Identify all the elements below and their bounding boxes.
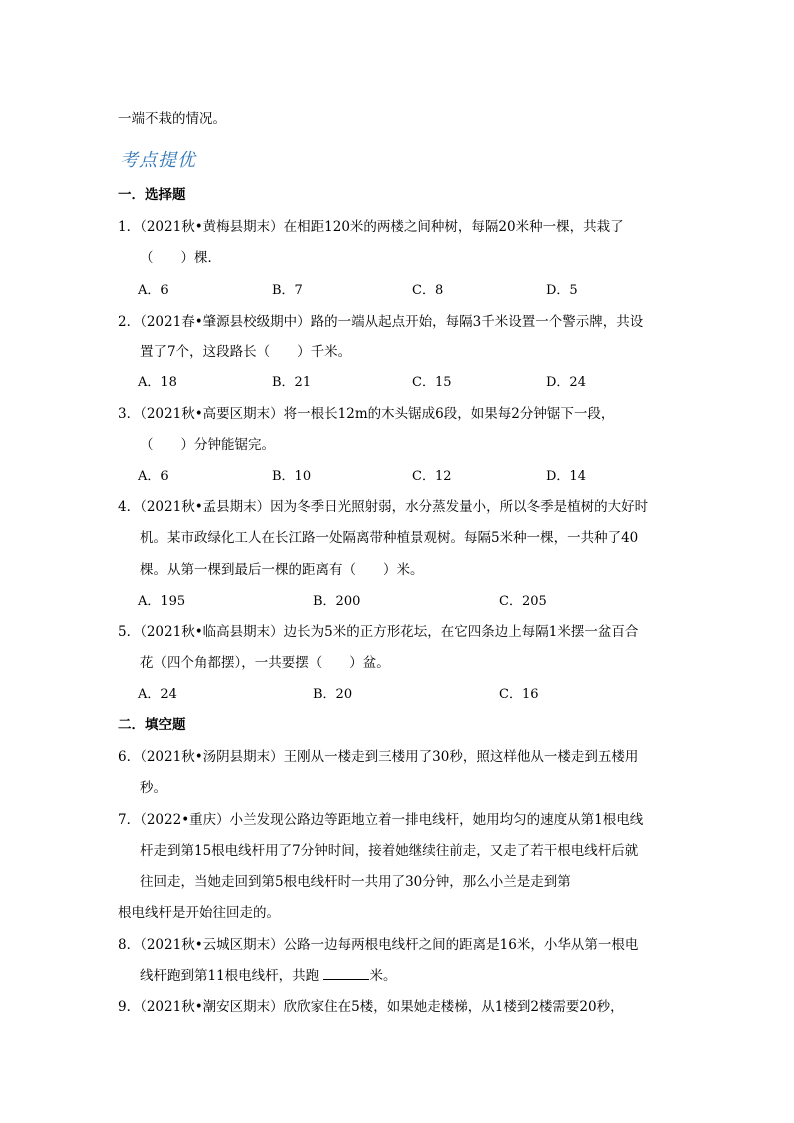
- q3-line1: 3．（2021秋•高要区期末）将一根长12m的木头锯成6段，如果每2分钟锯下一段，: [118, 406, 615, 422]
- part1-title: 一．选择题: [118, 187, 186, 203]
- q3-line2: （ ）分钟能锯完。: [140, 437, 275, 453]
- q9-line1: 9．（2021秋•潮安区期末）欣欣家住在5楼，如果她走楼梯，从1楼到2楼需要20秒，: [118, 999, 624, 1015]
- q8-line2-text: 线杆跑到第11根电线杆，共跑: [140, 968, 320, 984]
- q1-option-b[interactable]: B．7: [272, 283, 303, 298]
- q5-option-b[interactable]: B．20: [313, 687, 353, 702]
- q2-line2: 置了7个，这段路长（ ）千米。: [140, 344, 352, 360]
- part2-title: 二．填空题: [118, 717, 186, 733]
- q1-option-d[interactable]: D．5: [546, 283, 578, 298]
- q2-option-a[interactable]: A．18: [138, 375, 177, 390]
- q4-options: [138, 593, 698, 611]
- q8-unit: 米。: [369, 968, 397, 984]
- q2-option-c[interactable]: C．15: [412, 375, 452, 390]
- q4-line1: 4．（2021秋•孟县期末）因为冬季日光照射弱，水分蒸发量小，所以冬季是植树的大好时: [118, 499, 649, 515]
- intro-text: 一端不栽的情况。: [118, 111, 226, 127]
- q7-line2: 杆走到第15根电线杆用了7分钟时间，接着她继续往前走，又走了若干根电线杆后就: [140, 843, 639, 859]
- q7-line4: 根电线杆是开始往回走的。: [118, 905, 280, 921]
- q5-option-a[interactable]: A．24: [138, 687, 177, 702]
- q8-line2: [140, 967, 700, 985]
- q4-option-b[interactable]: B．200: [313, 594, 361, 609]
- q1-option-a[interactable]: A．6: [138, 283, 169, 298]
- q2-line1: 2．（2021春•肇源县校级期中）路的一端从起点开始，每隔3千米设置一个警示牌，共设: [118, 314, 644, 330]
- q3-option-c[interactable]: C．12: [412, 469, 452, 484]
- q3-option-d[interactable]: D．14: [546, 469, 586, 484]
- q1-line1: 1．（2021秋•黄梅县期末）在相距120米的两楼之间种树，每隔20米种一棵，共栽了: [118, 219, 624, 235]
- q7-line3: 往回走，当她走回到第5根电线杆时一共用了30分钟，那么小兰是走到第: [140, 874, 571, 890]
- q1-option-c[interactable]: C．8: [412, 283, 444, 298]
- answer-blank[interactable]: [323, 967, 369, 980]
- q8-line1: 8．（2021秋•云城区期末）公路一边每两根电线杆之间的距离是16米，小华从第一根电: [118, 937, 639, 953]
- q3-option-b[interactable]: B．10: [272, 469, 312, 484]
- q2-option-d[interactable]: D．24: [546, 375, 586, 390]
- q7-line1: 7．（2022•重庆）小兰发现公路边等距地立着一排电线杆，她用均匀的速度从第1根电线: [118, 812, 644, 828]
- q3-option-a[interactable]: A．6: [138, 469, 169, 484]
- q1-line2: （ ）棵．: [140, 250, 221, 266]
- q6-line1: 6．（2021秋•汤阴县期末）王刚从一楼走到三楼用了30秒，照这样他从一楼走到五楼用: [118, 749, 639, 765]
- q5-line1: 5．（2021秋•临高县期末）边长为5米的正方形花坛，在它四条边上每隔1米摆一盆百合: [118, 624, 639, 640]
- q5-line2: 花（四个角都摆），一共要摆（ ）盆。: [140, 655, 390, 671]
- q1-options: [138, 282, 698, 300]
- q5-options: [138, 686, 698, 704]
- q4-option-c[interactable]: C．205: [499, 594, 547, 609]
- q2-options: [138, 374, 698, 392]
- q4-line2: 机。某市政绿化工人在长江路一处隔离带种植景观树。每隔5米种一棵，一共种了40: [140, 530, 639, 546]
- q3-options: [138, 468, 698, 486]
- q4-line3: 棵。从第一棵到最后一棵的距离有（ ）米。: [140, 562, 424, 578]
- q5-option-c[interactable]: C．16: [499, 687, 539, 702]
- section-title: 考点提优: [120, 150, 196, 171]
- q6-line2: 秒。: [140, 780, 167, 796]
- q2-option-b[interactable]: B．21: [272, 375, 312, 390]
- q4-option-a[interactable]: A．195: [138, 594, 186, 609]
